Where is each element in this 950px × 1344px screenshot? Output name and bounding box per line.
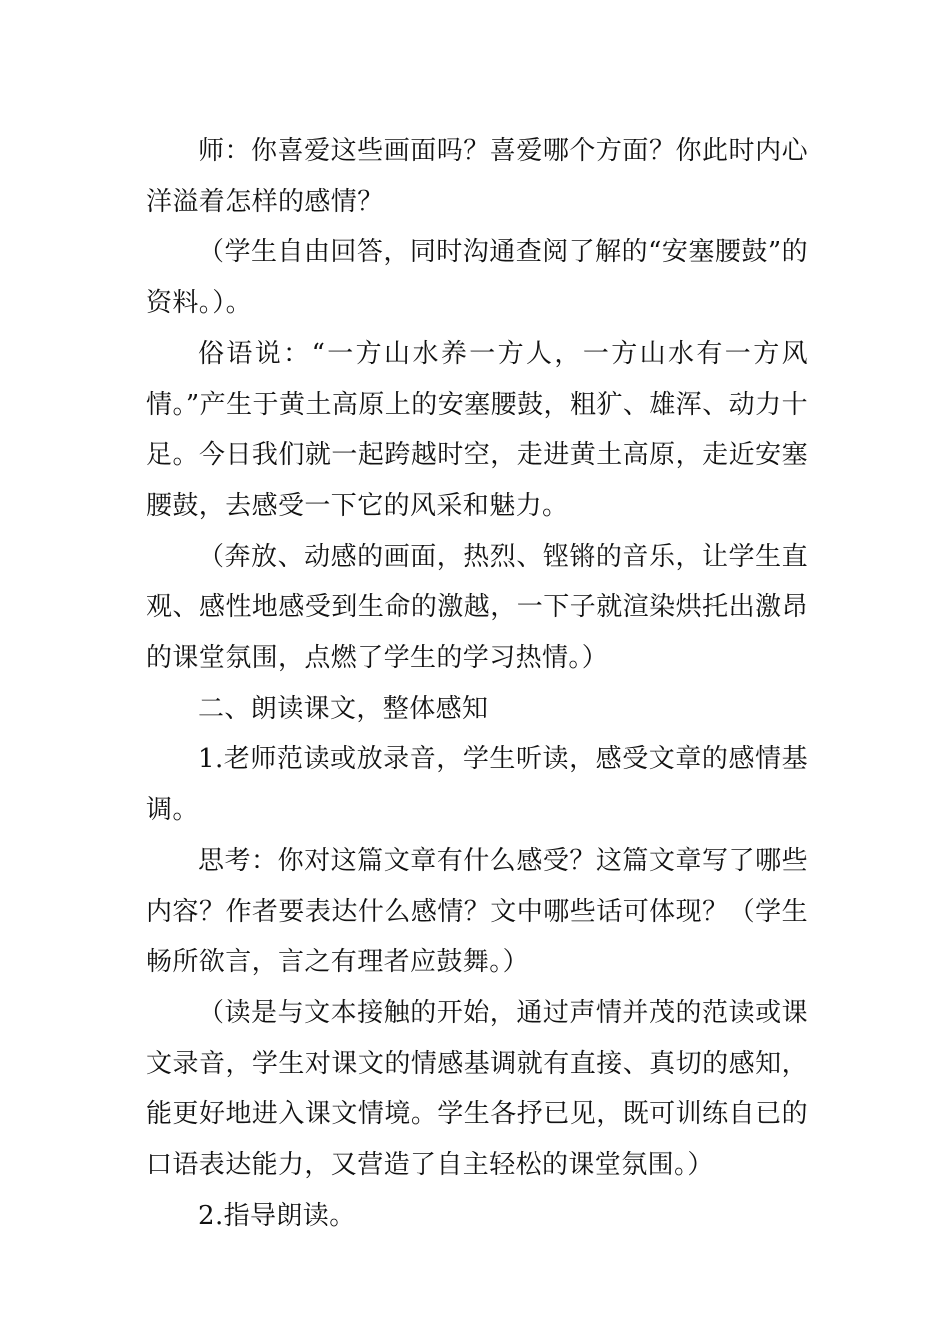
paragraph-student-answer-note: （学生自由回答，同时沟通查阅了解的“安塞腰鼓”的资料。）。 xyxy=(146,237,808,319)
paragraph-step-1: 1.老师范读或放录音，学生听读，感受文章的感情基调。 xyxy=(146,744,808,826)
document-body xyxy=(146,126,808,1241)
paragraph-step-2: 2.指导朗读。 xyxy=(198,1200,356,1231)
paragraph-teacher-question: 师：你喜爱这些画面吗？喜爱哪个方面？你此时内心洋溢着怎样的感情？ xyxy=(146,136,808,217)
paragraph-design-note-2: （读是与文本接触的开始，通过声情并茂的范读或课文录音，学生对课文的情感基调就有直接、真切的感知，能更好地进入课文情境。学生各抒已见，既可训练自已的口语表达能力，又营造了自主轻松的课堂氛围。） xyxy=(146,997,808,1181)
paragraph-proverb: 俗语说：“一方山水养一方人，一方山水有一方风情。”产生于黄土高原上的安塞腰鼓，粗犷、雄浑、动力十足。今日我们就一起跨越时空，走进黄土高原，走近安塞腰鼓，去感受一下它的风采和魅力。 xyxy=(146,338,808,521)
section-heading-reading: 二、朗读课文，整体感知 xyxy=(198,693,489,724)
paragraph-thinking-questions: 思考：你对这篇文章有什么感受？这篇文章写了哪些内容？作者要表达什么感情？文中哪些话可体现？（学生畅所欲言，言之有理者应鼓舞。） xyxy=(146,845,808,978)
paragraph-design-note-1: （奔放、动感的画面，热烈、铿锵的音乐，让学生直观、感性地感受到生命的激越，一下子就渲染烘托出激昂的课堂氛围，点燃了学生的学习热情。） xyxy=(146,541,808,674)
